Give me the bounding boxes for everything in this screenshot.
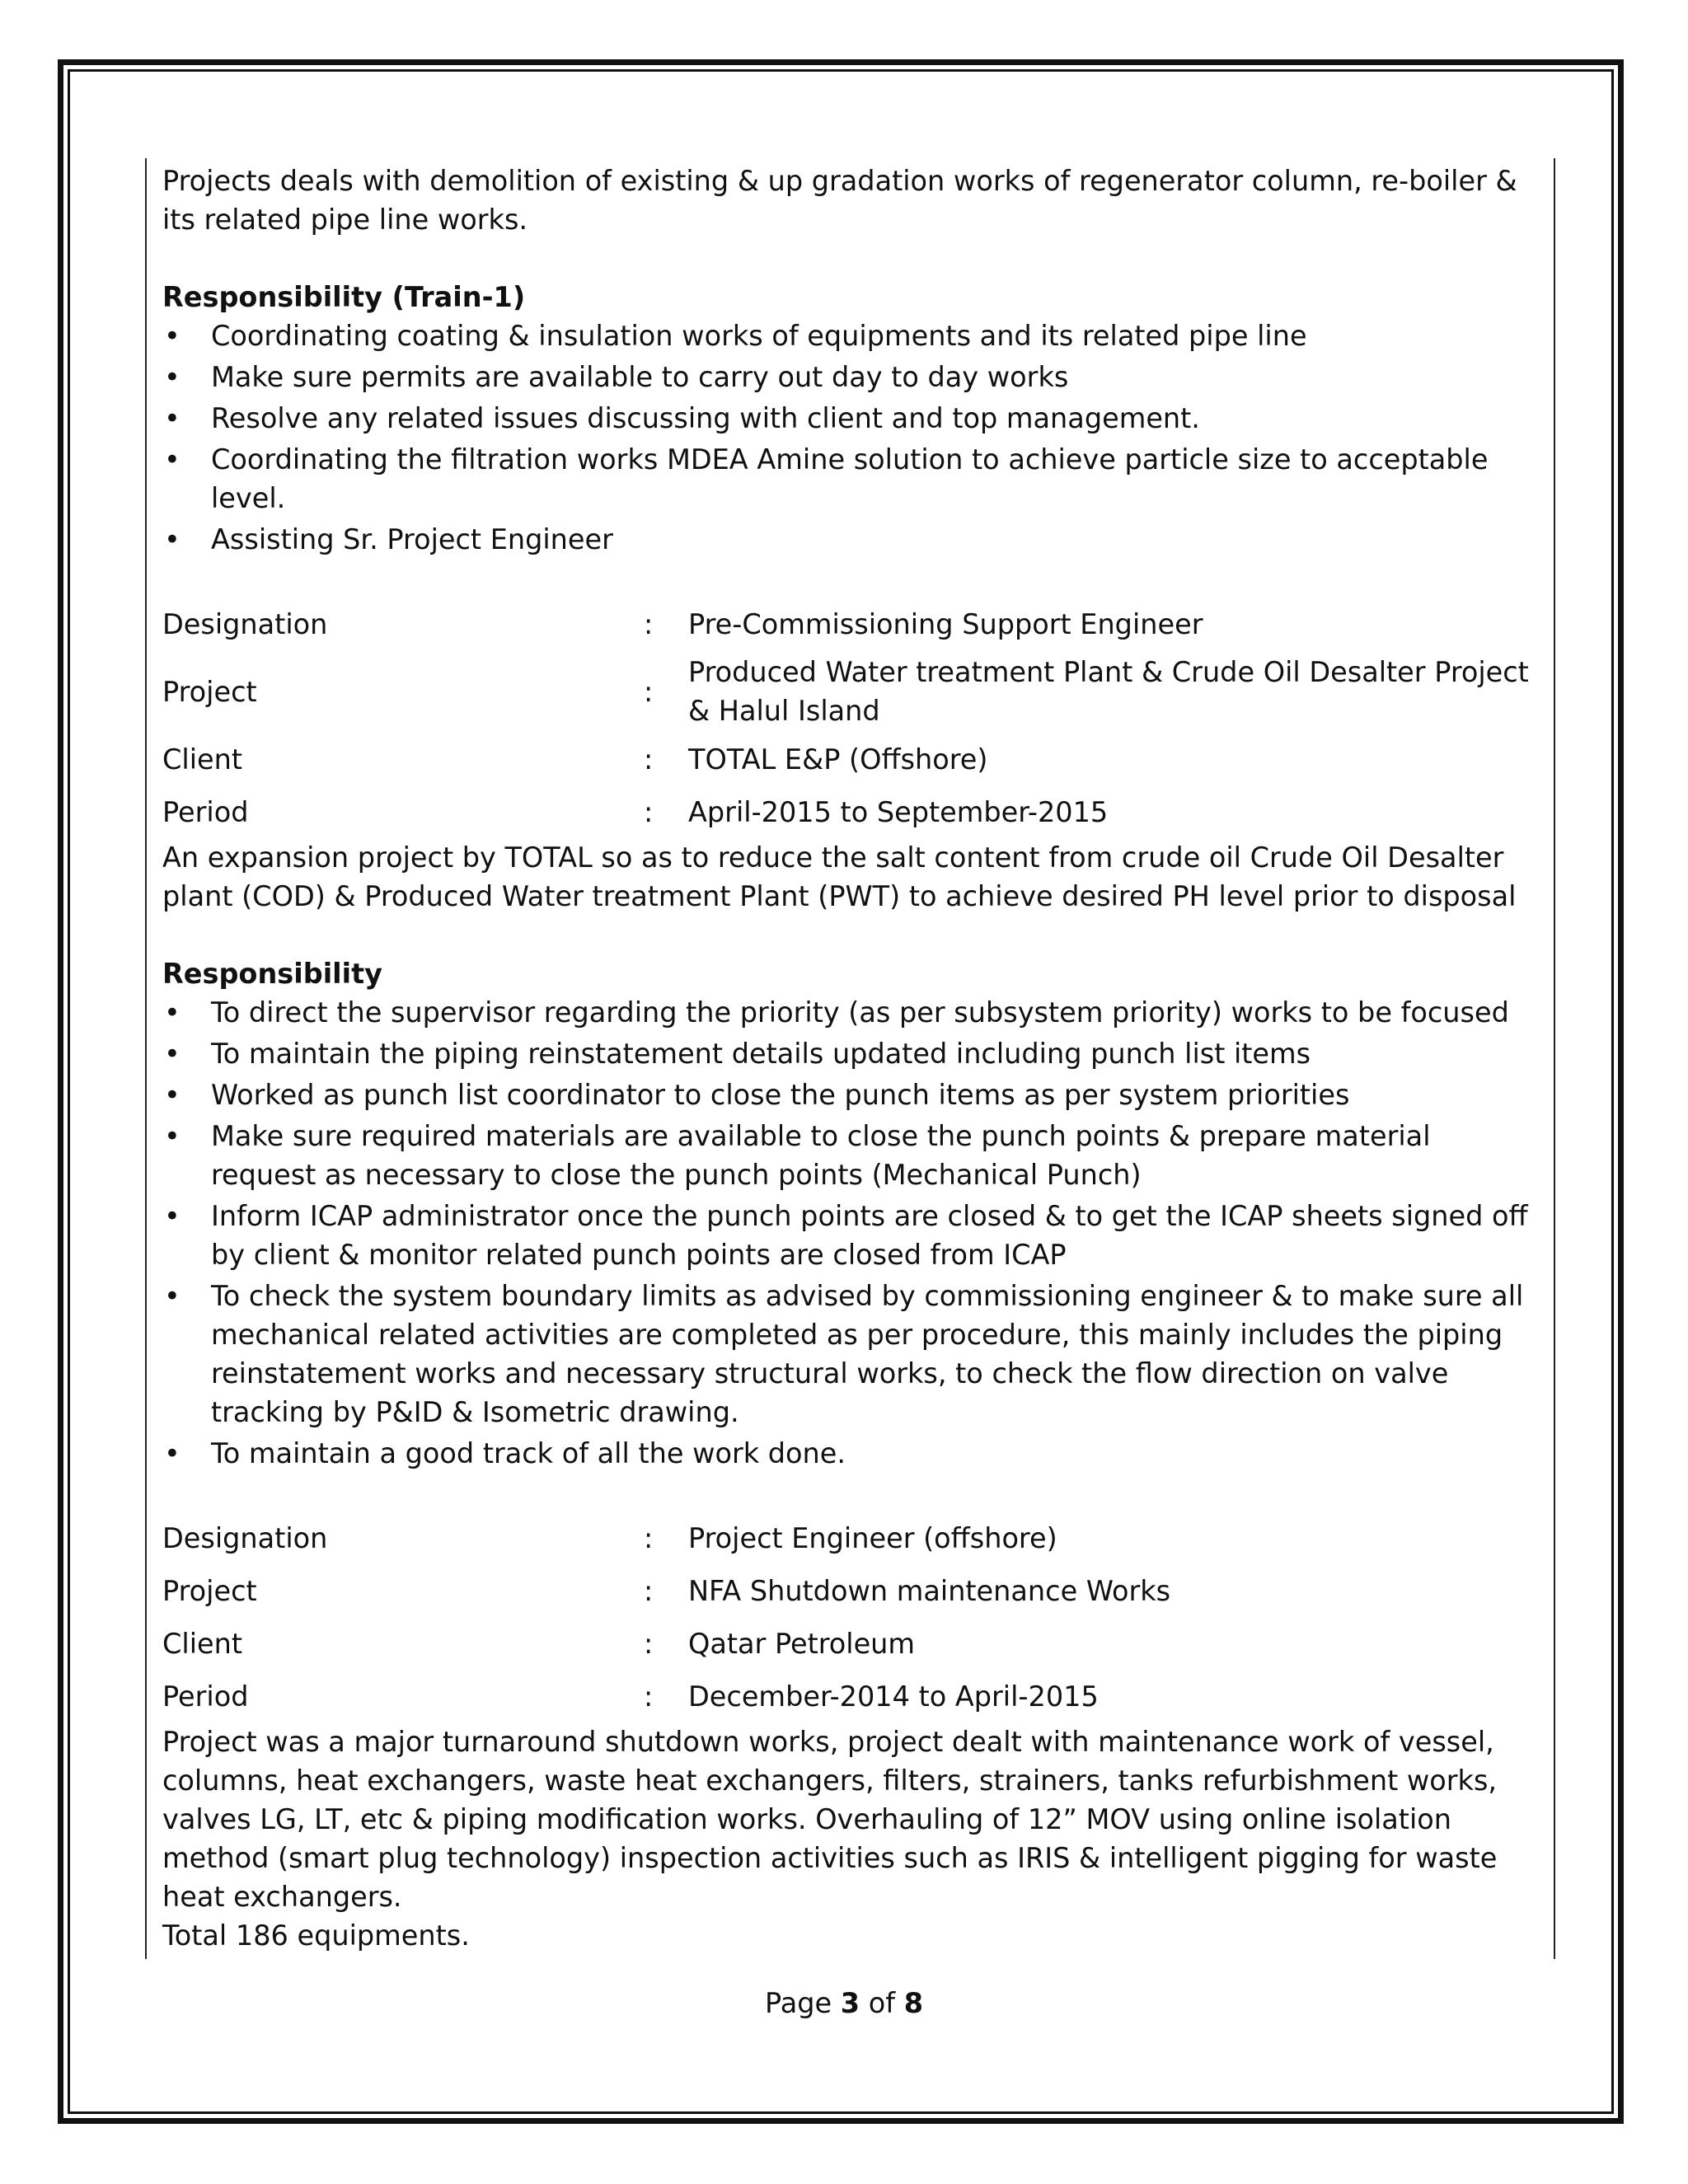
bullet-icon: • — [164, 523, 181, 555]
resume-content — [162, 162, 1540, 1955]
bullet-icon: • — [164, 443, 181, 476]
detail-row-designation: Designation : Project Engineer (offshore) — [162, 1521, 1057, 1554]
left-margin-rule — [145, 158, 147, 1959]
total-pages: 8 — [903, 1987, 923, 2019]
right-margin-rule — [1554, 158, 1555, 1959]
page-number — [0, 1987, 1688, 2019]
bullet-icon: • — [164, 1079, 181, 1111]
bullet-icon: • — [164, 1120, 181, 1152]
detail-row-period: Period : December-2014 to April-2015 — [162, 1680, 1099, 1713]
detail-row-project: Project : NFA Shutdown maintenance Works — [162, 1574, 1171, 1607]
current-page: 3 — [840, 1987, 860, 2019]
job-details-table — [162, 1511, 1540, 1722]
of-label: of — [868, 1987, 896, 2019]
list-item: • To check the system boundary limits as advised by commissioning engineer & to make sure all mechanical related activities are completed as per procedure, this mainly includes the piping reinstatement works and necessary structural works, to check the flow direction on valve tracking by P&ID & Isometric drawing. — [162, 1277, 1540, 1432]
list-item: • Inform ICAP administrator once the punch points are closed & to get the ICAP sheets signed off by client & monitor related punch points are closed from ICAP — [162, 1197, 1540, 1274]
detail-row-project: Project : Produced Water treatment Plant & Crude Oil Desalter Project & Halul Island — [162, 656, 1529, 727]
bullet-icon: • — [164, 402, 181, 434]
equipment-total: Total 186 equipments. — [162, 1919, 470, 1952]
responsibility-list-train1 — [162, 316, 1540, 559]
list-item: • Make sure permits are available to carry out day to day works — [162, 358, 1540, 396]
bullet-icon: • — [164, 1437, 181, 1469]
list-item: • Coordinating coating & insulation works of equipments and its related pipe line — [162, 316, 1540, 355]
job-details-table — [162, 598, 1540, 838]
responsibility-list — [162, 993, 1540, 1473]
list-item: • Worked as punch list coordinator to close the punch items as per system priorities — [162, 1076, 1540, 1114]
bullet-icon: • — [164, 1280, 181, 1312]
section-heading-train1: Responsibility (Train-1) — [162, 281, 526, 313]
bullet-icon: • — [164, 320, 181, 352]
intro-paragraph: Projects deals with demolition of existing & up gradation works of regenerator column, re-boiler & its related pipe line works. — [162, 165, 1517, 236]
detail-row-period: Period : April-2015 to September-2015 — [162, 795, 1109, 828]
detail-row-client: Client : Qatar Petroleum — [162, 1627, 916, 1660]
list-item: • To maintain a good track of all the work done. — [162, 1434, 1540, 1473]
bullet-icon: • — [164, 361, 181, 393]
bullet-icon: • — [164, 1038, 181, 1070]
detail-row-client: Client : TOTAL E&P (Offshore) — [162, 743, 988, 776]
detail-row-designation: Designation : Pre-Commissioning Support Engineer — [162, 607, 1203, 640]
list-item: • To direct the supervisor regarding the priority (as per subsystem priority) works to be focused — [162, 993, 1540, 1032]
page-label: Page — [765, 1987, 832, 2019]
list-item: • Resolve any related issues discussing with client and top management. — [162, 399, 1540, 438]
list-item: • Assisting Sr. Project Engineer — [162, 520, 1540, 559]
list-item: • To maintain the piping reinstatement details updated including punch list items — [162, 1034, 1540, 1073]
bullet-icon: • — [164, 996, 181, 1029]
section-heading-responsibility: Responsibility — [162, 958, 383, 990]
project-description: Project was a major turnaround shutdown works, project dealt with maintenance work of vessel, columns, heat exchangers, waste heat exchangers, filters, strainers, tanks refurbishment works, valves LG, LT, etc & piping modification works. Overhauling of 12” MOV using online isolation method (smart plug technology) inspection activities such as IRIS & intelligent pigging for waste heat exchangers. — [162, 1726, 1498, 1913]
bullet-icon: • — [164, 1200, 181, 1232]
list-item: • Coordinating the filtration works MDEA Amine solution to achieve particle size to acceptable level. — [162, 440, 1540, 518]
project-description: An expansion project by TOTAL so as to reduce the salt content from crude oil Crude Oil Desalter plant (COD) & Produced Water treatment Plant (PWT) to achieve desired PH level prior to disposal — [162, 841, 1517, 912]
list-item: • Make sure required materials are available to close the punch points & prepare material request as necessary to close the punch points (Mechanical Punch) — [162, 1117, 1540, 1194]
